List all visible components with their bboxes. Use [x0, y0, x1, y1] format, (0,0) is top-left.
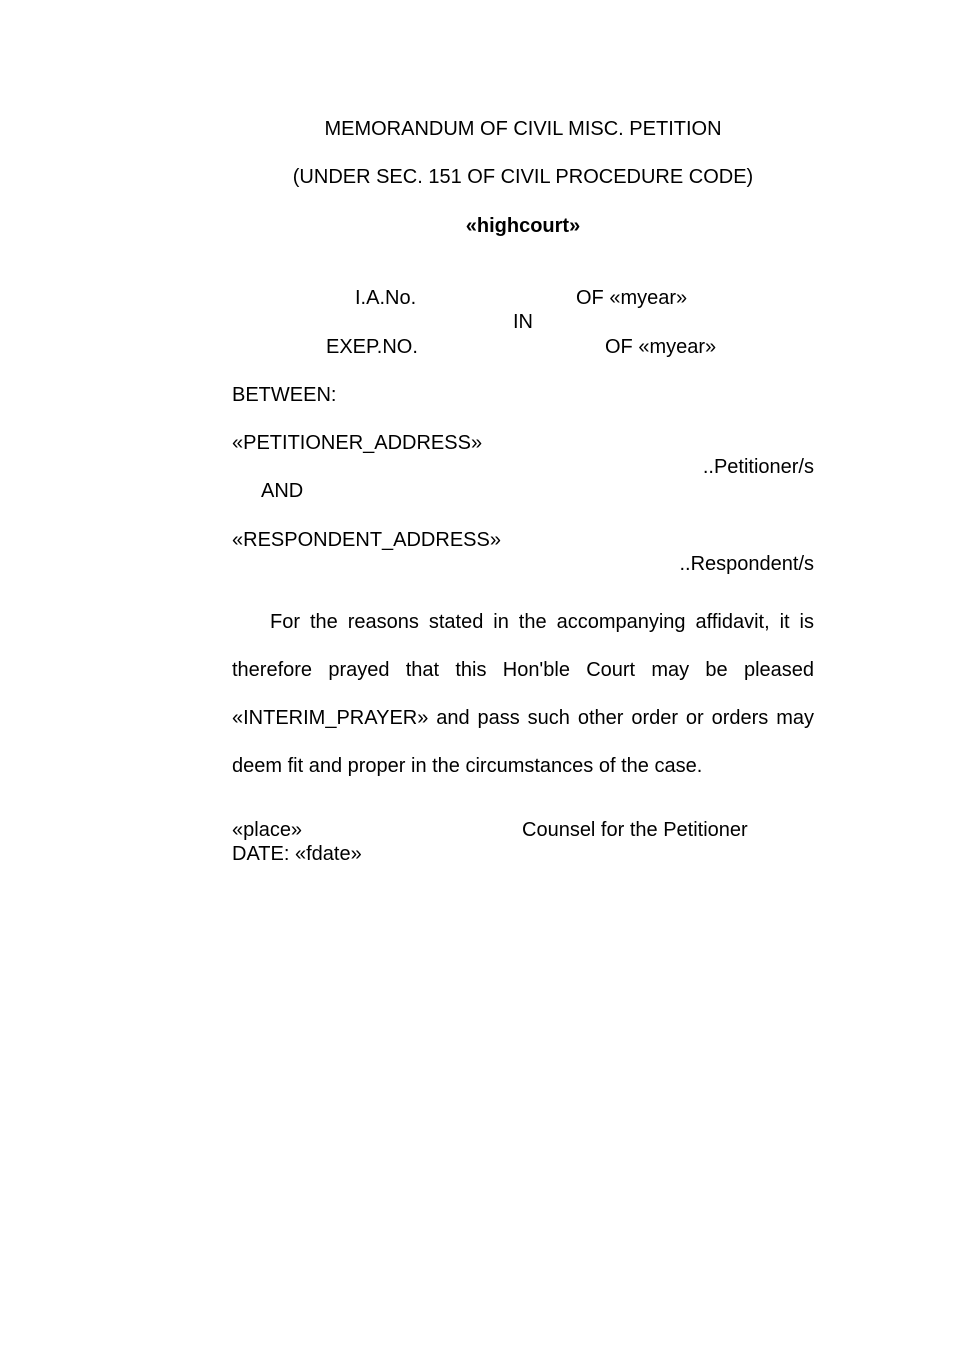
place-field: «place»	[232, 819, 303, 841]
date-field: DATE: «fdate»	[232, 843, 362, 865]
counsel-signature-label: Counsel for the Petitioner	[522, 819, 748, 841]
document-title: MEMORANDUM OF CIVIL MISC. PETITION	[324, 118, 722, 140]
court-name: «highcourt»	[465, 215, 581, 237]
respondent-role: ..Respondent/s	[679, 553, 814, 575]
document-subtitle: (UNDER SEC. 151 OF CIVIL PROCEDURE CODE)	[292, 166, 754, 188]
exep-number-label: EXEP.NO.	[326, 336, 418, 358]
petitioner-address: «PETITIONER_ADDRESS»	[232, 432, 483, 454]
ia-year: OF «myear»	[576, 287, 688, 309]
and-label: AND	[261, 480, 304, 502]
respondent-address: «RESPONDENT_ADDRESS»	[232, 529, 501, 551]
exep-year: OF «myear»	[605, 336, 717, 358]
between-label: BETWEEN:	[232, 384, 337, 406]
prayer-paragraph: For the reasons stated in the accompanying affidavit, it is therefore prayed that this Hon'ble Court may be pleased «INTERIM_PRAYER» and pass such other order or orders may deem fit and proper in the circumstances of the case.	[232, 611, 814, 777]
petitioner-role: ..Petitioner/s	[702, 456, 814, 478]
in-label: IN	[513, 311, 533, 333]
ia-number-label: I.A.No.	[355, 287, 417, 309]
